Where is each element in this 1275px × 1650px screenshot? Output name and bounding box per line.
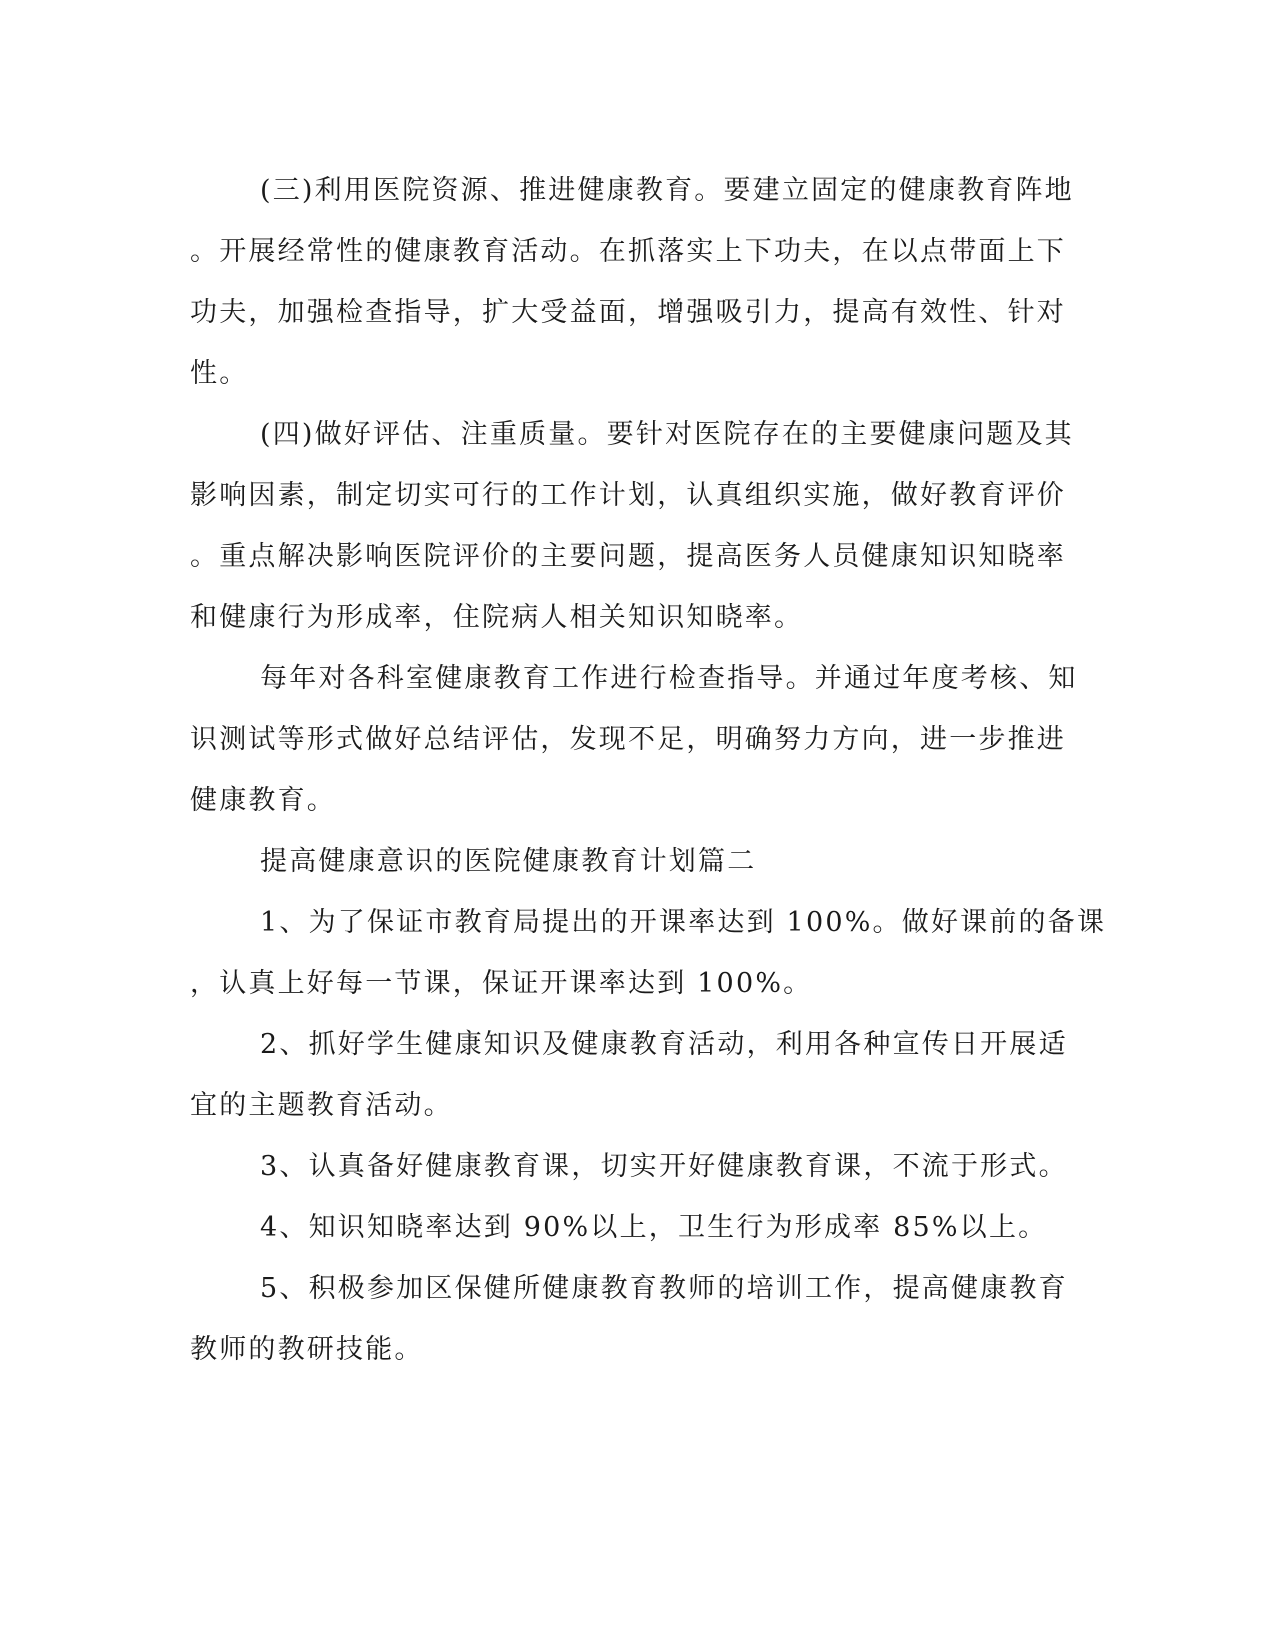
section-heading xyxy=(190,831,1070,892)
list-item-1 xyxy=(190,892,1107,1014)
text-line: 。开展经常性的健康教育活动。在抓落实上下功夫，在以点带面上下 xyxy=(190,236,1066,267)
list-item-2 xyxy=(190,1014,1070,1136)
list-item-5 xyxy=(190,1258,1070,1380)
list-item-4 xyxy=(190,1197,1070,1258)
text-line: 健康教育。 xyxy=(190,785,336,816)
text-line: 性。 xyxy=(190,358,249,389)
paragraph-3 xyxy=(190,160,1074,404)
paragraph-4 xyxy=(190,404,1074,648)
text-line: ，认真上好每一节课，保证开课率达到 100%。 xyxy=(190,968,813,999)
text-line: 影响因素，制定切实可行的工作计划，认真组织实施，做好教育评价 xyxy=(190,480,1066,511)
paragraph-annual-review xyxy=(190,648,1078,831)
text-line: 宜的主题教育活动。 xyxy=(190,1090,453,1121)
text-line: 功夫，加强检查指导，扩大受益面，增强吸引力，提高有效性、针对 xyxy=(190,297,1066,328)
text-line: 2、抓好学生健康知识及健康教育活动，利用各种宣传日开展适 xyxy=(260,1029,1068,1060)
text-line: 。重点解决影响医院评价的主要问题，提高医务人员健康知识知晓率 xyxy=(190,541,1066,572)
list-item-3 xyxy=(190,1136,1070,1197)
text-line: 1、为了保证市教育局提出的开课率达到 100%。做好课前的备课 xyxy=(260,907,1107,938)
text-line: 每年对各科室健康教育工作进行检查指导。并通过年度考核、知 xyxy=(260,663,1078,694)
text-line: 3、认真备好健康教育课，切实开好健康教育课，不流于形式。 xyxy=(260,1151,1068,1182)
text-line: (三)利用医院资源、推进健康教育。要建立固定的健康教育阵地 xyxy=(260,175,1074,206)
heading-line: 提高健康意识的医院健康教育计划篇二 xyxy=(260,846,757,877)
text-line: 和健康行为形成率，住院病人相关知识知晓率。 xyxy=(190,602,804,633)
text-line: 4、知识知晓率达到 90%以上，卫生行为形成率 85%以上。 xyxy=(260,1212,1048,1243)
document-body xyxy=(190,160,1107,1380)
text-line: 5、积极参加区保健所健康教育教师的培训工作，提高健康教育 xyxy=(260,1273,1068,1304)
text-line: (四)做好评估、注重质量。要针对医院存在的主要健康问题及其 xyxy=(260,419,1074,450)
text-line: 识测试等形式做好总结评估，发现不足，明确努力方向，进一步推进 xyxy=(190,724,1066,755)
text-line: 教师的教研技能。 xyxy=(190,1334,424,1365)
